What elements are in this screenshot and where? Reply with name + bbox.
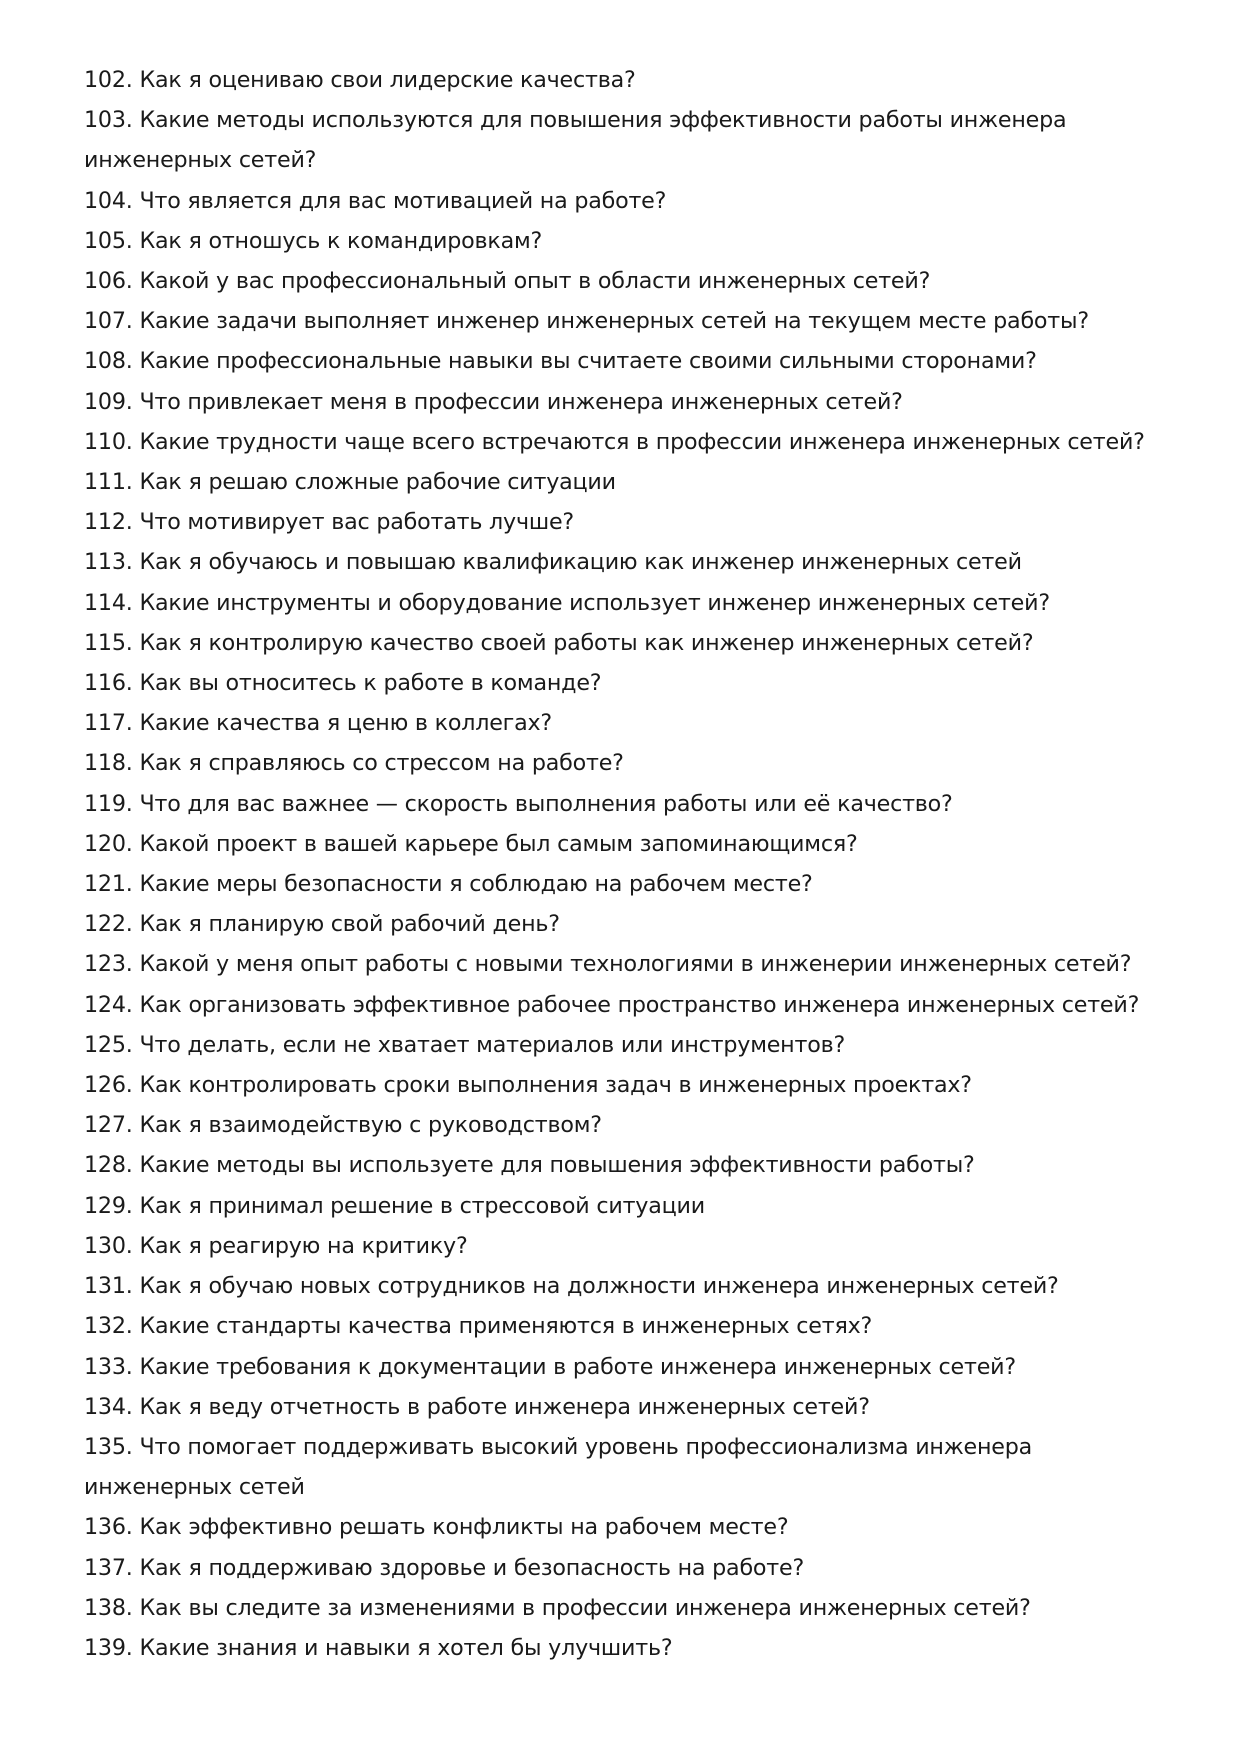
question-item: 111. Как я решаю сложные рабочие ситуации (84, 469, 616, 496)
question-item: 110. Какие трудности чаще всего встречаются в профессии инженера инженерных сетей? (84, 428, 1145, 455)
question-item: 104. Что является для вас мотивацией на работе? (84, 187, 667, 214)
document-page (84, 60, 1164, 1668)
question-item: 120. Какой проект в вашей карьере был самым запоминающимся? (84, 830, 858, 857)
question-item: 125. Что делать, если не хватает материалов или инструментов? (84, 1031, 846, 1058)
question-item: 107. Какие задачи выполняет инженер инженерных сетей на текущем месте работы? (84, 308, 1089, 335)
question-item: 112. Что мотивирует вас работать лучше? (84, 509, 574, 536)
question-item: 131. Как я обучаю новых сотрудников на должности инженера инженерных сетей? (84, 1273, 1059, 1300)
question-item: 119. Что для вас важнее — скорость выполнения работы или её качество? (84, 790, 953, 817)
question-item: 115. Как я контролирую качество своей работы как инженер инженерных сетей? (84, 629, 1034, 656)
question-item: 106. Какой у вас профессиональный опыт в области инженерных сетей? (84, 268, 931, 295)
question-item: 139. Какие знания и навыки я хотел бы улучшить? (84, 1634, 673, 1661)
question-item: 126. Как контролировать сроки выполнения задач в инженерных проектах? (84, 1072, 972, 1099)
question-item: 127. Как я взаимодействую с руководством? (84, 1112, 602, 1139)
question-item: 113. Как я обучаюсь и повышаю квалификацию как инженер инженерных сетей (84, 549, 1022, 576)
question-item: 134. Как я веду отчетность в работе инженера инженерных сетей? (84, 1393, 870, 1420)
question-item: 114. Какие инструменты и оборудование использует инженер инженерных сетей? (84, 589, 1050, 616)
question-item: 122. Как я планирую свой рабочий день? (84, 911, 560, 938)
question-item: 103. Какие методы используются для повышения эффективности работы инженера инженерных сетей? (84, 107, 1067, 174)
question-item: 116. Как вы относитесь к работе в команде? (84, 670, 602, 697)
questions-list (84, 60, 1164, 1668)
question-item: 121. Какие меры безопасности я соблюдаю на рабочем месте? (84, 871, 813, 898)
question-item: 135. Что помогает поддерживать высокий уровень профессионализма инженера инженерных сетей (84, 1433, 1033, 1501)
question-item: 136. Как эффективно решать конфликты на рабочем месте? (84, 1514, 789, 1541)
question-item: 138. Как вы следите за изменениями в профессии инженера инженерных сетей? (84, 1594, 1031, 1621)
question-item: 128. Какие методы вы используете для повышения эффективности работы? (84, 1152, 975, 1179)
question-item: 123. Какой у меня опыт работы с новыми технологиями в инженерии инженерных сетей? (84, 951, 1132, 978)
question-item: 118. Как я справляюсь со стрессом на работе? (84, 750, 624, 777)
question-item: 129. Как я принимал решение в стрессовой ситуации (84, 1192, 705, 1219)
question-item: 133. Какие требования к документации в работе инженера инженерных сетей? (84, 1353, 1016, 1380)
question-item: 105. Как я отношусь к командировкам? (84, 227, 543, 254)
question-item: 108. Какие профессиональные навыки вы считаете своими сильными сторонами? (84, 348, 1037, 375)
question-item: 124. Как организовать эффективное рабочее пространство инженера инженерных сетей? (84, 991, 1140, 1018)
question-item: 132. Какие стандарты качества применяются в инженерных сетях? (84, 1313, 873, 1340)
question-item: 137. Как я поддерживаю здоровье и безопасность на работе? (84, 1554, 805, 1581)
question-item: 117. Какие качества я ценю в коллегах? (84, 710, 553, 737)
question-item: 102. Как я оцениваю свои лидерские качества? (84, 67, 636, 93)
question-item: 109. Что привлекает меня в профессии инженера инженерных сетей? (84, 388, 903, 415)
question-item: 130. Как я реагирую на критику? (84, 1232, 468, 1259)
